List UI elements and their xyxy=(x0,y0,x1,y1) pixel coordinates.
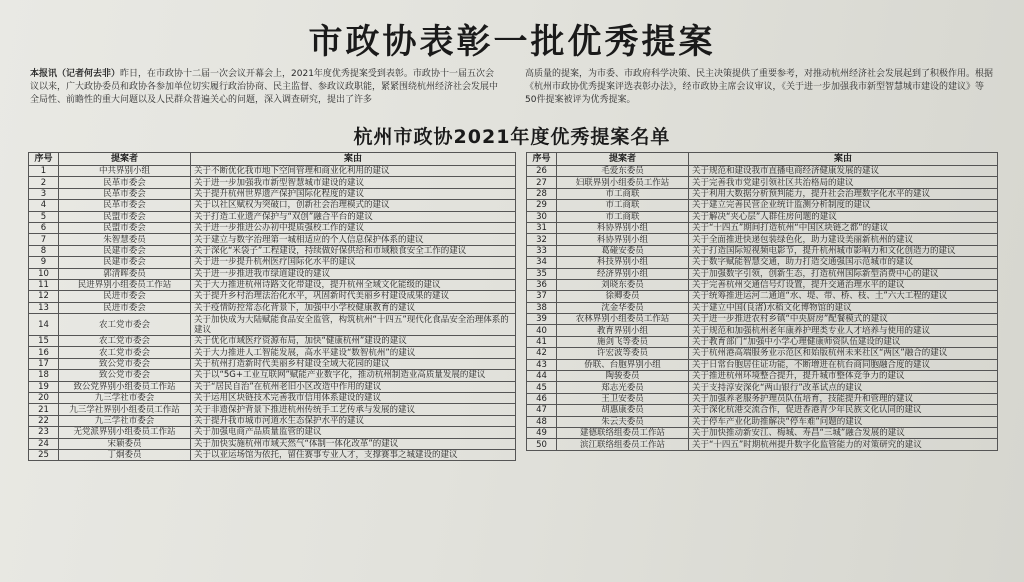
row-subject: 关于进一步推进农村乡镇“中央厨房”配餐模式的建议 xyxy=(689,314,998,325)
row-proposer: 民建市委会 xyxy=(59,245,191,256)
row-subject: 关于加快成为大陆赋能食品安全监管，构筑杭州“十四五”现代化食品安全治理体系的建议 xyxy=(191,314,516,336)
table-row xyxy=(527,279,998,290)
row-subject: 关于建立完善民营企业统计监测分析制度的建议 xyxy=(689,200,998,211)
table-row xyxy=(29,211,516,222)
table-row xyxy=(527,371,998,382)
row-subject: 关于进一步提升杭州医疗国际化水平的建议 xyxy=(191,257,516,268)
row-subject: 关于规范和建设我市直播电商经济健康发展的建议 xyxy=(689,166,998,177)
row-number: 21 xyxy=(29,404,59,415)
row-subject: 关于杭州港高端服务业示范区和始版杭州未来社区“两区”融合的建议 xyxy=(689,348,998,359)
row-number: 25 xyxy=(29,449,59,460)
row-proposer: 施剑飞等委员 xyxy=(557,336,689,347)
table-row xyxy=(29,358,516,369)
row-subject: 关于不断优化我市地下空间管理和商业化利用的建议 xyxy=(191,166,516,177)
row-subject: 关于数字赋能智慧交通，助力打造交通强国示范城市的建议 xyxy=(689,257,998,268)
row-subject: 关于加强养老服务护理员队伍培育，技能提升和管理的建议 xyxy=(689,393,998,404)
row-proposer: 朱云夫委员 xyxy=(557,416,689,427)
row-proposer: 教育界别小组 xyxy=(557,325,689,336)
row-number: 35 xyxy=(527,268,557,279)
row-proposer: 民进市委会 xyxy=(59,291,191,302)
row-number: 28 xyxy=(527,188,557,199)
row-subject: 关于教育部门“加强中小学心理健康师资队伍建设的建议 xyxy=(689,336,998,347)
row-subject: 关于停车产业化助推解决“停车难”问题的建议 xyxy=(689,416,998,427)
row-number: 46 xyxy=(527,393,557,404)
table-row xyxy=(29,347,516,358)
row-subject: 关于统筹推进运河二通道“水、堤、带、桥、枝、土”六大工程的建议 xyxy=(689,291,998,302)
row-subject: 关于优化市域医疗资源布局，加快“健康杭州”建设的建议 xyxy=(191,336,516,347)
row-subject: 关于打造工业遗产保护与“双创”融合平台的建议 xyxy=(191,211,516,222)
row-subject: 关于加快推动新安江、梅城、寿昌“三城”融合发展的建议 xyxy=(689,427,998,438)
header-subject: 案由 xyxy=(689,153,998,166)
row-number: 18 xyxy=(29,370,59,381)
table-header-row xyxy=(29,153,516,166)
row-number: 34 xyxy=(527,257,557,268)
row-number: 32 xyxy=(527,234,557,245)
row-number: 2 xyxy=(29,177,59,188)
lead-text-left: 昨日，在市政协十二届一次会议开幕会上，2021年度优秀提案受到表彰。市政协十一届五次会议以来，广大政协委员和政协各参加单位切实履行政治协商、民主监督、参政议政职能，紧紧围绕杭州经济社会发展中全局性、前瞻性的重大问题以及人民群众普遍关心的问题，深入调查研究，提出了许多 xyxy=(30,69,499,105)
row-number: 41 xyxy=(527,336,557,347)
row-proposer: 民革市委会 xyxy=(59,177,191,188)
row-number: 39 xyxy=(527,314,557,325)
row-proposer: 科协界别小组 xyxy=(557,234,689,245)
row-number: 8 xyxy=(29,245,59,256)
table-row xyxy=(527,257,998,268)
table-row xyxy=(29,268,516,279)
table-row xyxy=(527,188,998,199)
row-proposer: 市工商联 xyxy=(557,200,689,211)
row-subject: 关于“居民自治”在杭州老旧小区改造中作用的建议 xyxy=(191,381,516,392)
lead-paragraph-left xyxy=(30,68,500,107)
row-proposer: 市工商联 xyxy=(557,211,689,222)
table-row xyxy=(29,449,516,460)
table-row xyxy=(527,382,998,393)
row-subject: 关于解决“夹心层”人群住房问题的建议 xyxy=(689,211,998,222)
table-row xyxy=(527,336,998,347)
row-number: 16 xyxy=(29,347,59,358)
table-row xyxy=(527,348,998,359)
row-proposer: 陶骏委员 xyxy=(557,371,689,382)
table-row xyxy=(29,438,516,449)
header-subject: 案由 xyxy=(191,153,516,166)
row-proposer: 民革市委会 xyxy=(59,188,191,199)
row-proposer: 致公党界别小组委员工作站 xyxy=(59,381,191,392)
row-subject: 关于进一步推进我市绿道建设的建议 xyxy=(191,268,516,279)
row-number: 27 xyxy=(527,177,557,188)
row-subject: 关于加强电商产品质量监管的建议 xyxy=(191,427,516,438)
row-proposer: 市工商联 xyxy=(557,188,689,199)
row-subject: 关于提升我市城市河道水生态保护水平的建议 xyxy=(191,415,516,426)
proposal-table-left xyxy=(28,152,516,461)
row-proposer: 胡惠康委员 xyxy=(557,405,689,416)
row-number: 48 xyxy=(527,416,557,427)
table-row xyxy=(527,234,998,245)
table-row xyxy=(29,234,516,245)
row-proposer: 民进界别小组委员工作站 xyxy=(59,279,191,290)
table-row xyxy=(29,314,516,336)
row-proposer: 妇联界别小组委员工作站 xyxy=(557,177,689,188)
row-subject: 关于加强数字引领，创新生态，打造杭州国际新型消费中心的建议 xyxy=(689,268,998,279)
row-proposer: 滨江联络组委员工作站 xyxy=(557,439,689,450)
row-proposer: 民革市委会 xyxy=(59,200,191,211)
table-row xyxy=(29,370,516,381)
row-proposer: 丁炯委员 xyxy=(59,449,191,460)
row-number: 47 xyxy=(527,405,557,416)
row-subject: 关于建立与数字治理第一城相适应的个人信息保护体系的建议 xyxy=(191,234,516,245)
row-proposer: 葛碰安委员 xyxy=(557,245,689,256)
table-row xyxy=(527,200,998,211)
table-row xyxy=(527,211,998,222)
table-row xyxy=(527,222,998,233)
row-subject: 关于日常台胞居住证功能，不断增进在杭台商同胞融合度的建议 xyxy=(689,359,998,370)
row-proposer: 民盟市委会 xyxy=(59,222,191,233)
row-number: 5 xyxy=(29,211,59,222)
table-row xyxy=(29,415,516,426)
row-number: 3 xyxy=(29,188,59,199)
table-row xyxy=(527,166,998,177)
row-subject: 关于运用区块链技术完善我市信用体系建设的建议 xyxy=(191,393,516,404)
table-row xyxy=(29,427,516,438)
row-number: 23 xyxy=(29,427,59,438)
table-row xyxy=(29,279,516,290)
row-proposer: 农工党市委会 xyxy=(59,347,191,358)
proposal-table-right xyxy=(526,152,998,451)
row-subject: 关于大力推进人工智能发展，高水平建设“数智杭州”的建议 xyxy=(191,347,516,358)
row-subject: 关于打造国际短视频电影节，提升杭州城市影响力和文化创造力的建议 xyxy=(689,245,998,256)
table-row xyxy=(29,404,516,415)
row-subject: 关于以“5G+工业互联网”赋能产业数字化，推动杭州制造业高质量发展的建议 xyxy=(191,370,516,381)
row-number: 12 xyxy=(29,291,59,302)
row-number: 29 xyxy=(527,200,557,211)
table-row xyxy=(29,200,516,211)
table-row xyxy=(29,291,516,302)
row-proposer: 民进市委会 xyxy=(59,302,191,313)
row-subject: 关于完善杭州交通信号灯设置，提升交通治理水平的建议 xyxy=(689,279,998,290)
lead-text-right: 高质量的提案，为市委、市政府科学决策、民主决策提供了重要参考，对推动杭州经济社会发展起到了积极作用。根据《杭州市政协优秀提案评选表彰办法》，经市政协主席会议审议，《关于进一步加强我市新型智慧城市建设的建议》等50件提案被评为优秀提案。 xyxy=(525,69,994,105)
row-proposer: 刘晓东委员 xyxy=(557,279,689,290)
row-proposer: 沈金华委员 xyxy=(557,302,689,313)
row-number: 14 xyxy=(29,314,59,336)
headline: 市政协表彰一批优秀提案 xyxy=(308,22,716,62)
row-proposer: 科协界别小组 xyxy=(557,222,689,233)
row-proposer: 郭清晖委员 xyxy=(59,268,191,279)
row-proposer: 致公党市委会 xyxy=(59,370,191,381)
row-number: 33 xyxy=(527,245,557,256)
row-subject: 关于加快实施杭州市域天然气“体制一体化改革”的建议 xyxy=(191,438,516,449)
lead-paragraph-right xyxy=(525,68,995,107)
row-subject: 关于规范和加强杭州老年康养护理类专业人才培养与使用的建议 xyxy=(689,325,998,336)
row-number: 22 xyxy=(29,415,59,426)
row-number: 17 xyxy=(29,358,59,369)
row-number: 42 xyxy=(527,348,557,359)
row-proposer: 无党派界别小组委员工作站 xyxy=(59,427,191,438)
row-number: 1 xyxy=(29,166,59,177)
row-proposer: 致公党市委会 xyxy=(59,358,191,369)
row-number: 38 xyxy=(527,302,557,313)
row-proposer: 王卫安委员 xyxy=(557,393,689,404)
byline: 本报讯（记者 xyxy=(30,69,85,79)
row-number: 10 xyxy=(29,268,59,279)
row-subject: 关于完善我市党建引领社区共治格局的建议 xyxy=(689,177,998,188)
row-number: 6 xyxy=(29,222,59,233)
table-row xyxy=(29,188,516,199)
row-number: 40 xyxy=(527,325,557,336)
row-number: 36 xyxy=(527,279,557,290)
header-proposer: 提案者 xyxy=(557,153,689,166)
table-row xyxy=(527,268,998,279)
row-subject: 关于以亚运场馆为依托，留住赛事专业人才，支撑赛事之城建设的建议 xyxy=(191,449,516,460)
row-number: 9 xyxy=(29,257,59,268)
table-row xyxy=(29,257,516,268)
row-proposer: 经济界别小组 xyxy=(557,268,689,279)
row-subject: 关于全面推进快递包装绿色化，助力建设美丽新杭州的建议 xyxy=(689,234,998,245)
row-subject: 关于“十四五”期间打造杭州“中国区块链之都”的建议 xyxy=(689,222,998,233)
row-proposer: 九三学社市委会 xyxy=(59,415,191,426)
row-proposer: 农林界别小组委员工作站 xyxy=(557,314,689,325)
row-subject: 关于提升杭州世界遗产保护国际化程度的建议 xyxy=(191,188,516,199)
row-subject: 关于以社区赋权为突破口，创新社会治理模式的建议 xyxy=(191,200,516,211)
table-row xyxy=(527,359,998,370)
row-number: 19 xyxy=(29,381,59,392)
row-number: 24 xyxy=(29,438,59,449)
table-row xyxy=(527,427,998,438)
table-row xyxy=(527,416,998,427)
table-row xyxy=(29,381,516,392)
row-subject: 关于深化杭港交流合作，促进香港青少年民族文化认同的建议 xyxy=(689,405,998,416)
row-subject: 关于推进杭州环境整合提升，提升城市整体竞争力的建议 xyxy=(689,371,998,382)
row-proposer: 郑志光委员 xyxy=(557,382,689,393)
row-number: 31 xyxy=(527,222,557,233)
row-number: 11 xyxy=(29,279,59,290)
table-row xyxy=(527,291,998,302)
table-row xyxy=(29,245,516,256)
table-row xyxy=(29,166,516,177)
row-subject: 关于大力推进杭州诗路文化带建设，提升杭州全域文化能级的建议 xyxy=(191,279,516,290)
table-row xyxy=(527,325,998,336)
row-subject: 关于支持淳安深化“两山银行”改革试点的建议 xyxy=(689,382,998,393)
table-row xyxy=(29,177,516,188)
row-subject: 关于非遗保护背景下推进杭州传统手工艺传承与发展的建议 xyxy=(191,404,516,415)
row-subject: 关于利用大数据分析预判能力，提升社会治理数字化水平的建议 xyxy=(689,188,998,199)
row-proposer: 侨联、台胞界别小组 xyxy=(557,359,689,370)
reporter: 何去非） xyxy=(84,69,121,79)
row-subject: 关于“十四五”时期杭州提升数字化监管能力的对策研究的建议 xyxy=(689,439,998,450)
row-number: 45 xyxy=(527,382,557,393)
row-number: 4 xyxy=(29,200,59,211)
row-subject: 关于建立中国(良渚)水稻文化博物馆的建议 xyxy=(689,302,998,313)
row-proposer: 九三学社市委会 xyxy=(59,393,191,404)
table-row xyxy=(527,302,998,313)
header-number: 序号 xyxy=(527,153,557,166)
row-number: 37 xyxy=(527,291,557,302)
row-proposer: 建德联络组委员工作站 xyxy=(557,427,689,438)
row-subject: 关于提升乡村治理法治化水平，巩固新时代美丽乡村建设成果的建议 xyxy=(191,291,516,302)
row-number: 13 xyxy=(29,302,59,313)
row-proposer: 九三学社界别小组委员工作站 xyxy=(59,404,191,415)
table-row xyxy=(29,393,516,404)
row-number: 15 xyxy=(29,336,59,347)
table-row xyxy=(527,245,998,256)
row-subject: 关于疫情防控常态化背景下，加强中小学校健康教育的建议 xyxy=(191,302,516,313)
table-row xyxy=(29,336,516,347)
row-proposer: 民盟市委会 xyxy=(59,211,191,222)
header-number: 序号 xyxy=(29,153,59,166)
table-row xyxy=(527,393,998,404)
header-proposer: 提案者 xyxy=(59,153,191,166)
row-number: 7 xyxy=(29,234,59,245)
table-row xyxy=(527,405,998,416)
row-number: 30 xyxy=(527,211,557,222)
row-subject: 关于进一步推进公办初中提质强校工作的建议 xyxy=(191,222,516,233)
row-number: 20 xyxy=(29,393,59,404)
table-row xyxy=(29,222,516,233)
row-subject: 关于进一步加强我市新型智慧城市建设的建议 xyxy=(191,177,516,188)
row-proposer: 毛爱东委员 xyxy=(557,166,689,177)
table-row xyxy=(527,314,998,325)
list-title: 杭州市政协2021年度优秀提案名单 xyxy=(353,126,671,148)
row-proposer: 农工党市委会 xyxy=(59,336,191,347)
row-proposer: 民建市委会 xyxy=(59,257,191,268)
row-proposer: 科技界别小组 xyxy=(557,257,689,268)
row-proposer: 中共界别小组 xyxy=(59,166,191,177)
row-subject: 关于深化“米袋子”工程建设，持续做好保供给和市域粮食安全工作的建议 xyxy=(191,245,516,256)
row-proposer: 徐卿委员 xyxy=(557,291,689,302)
table-row xyxy=(527,177,998,188)
row-number: 43 xyxy=(527,359,557,370)
row-number: 26 xyxy=(527,166,557,177)
row-proposer: 宋颖委员 xyxy=(59,438,191,449)
row-proposer: 农工党市委会 xyxy=(59,314,191,336)
row-proposer: 朱智慧委员 xyxy=(59,234,191,245)
row-number: 50 xyxy=(527,439,557,450)
table-row xyxy=(29,302,516,313)
table-header-row xyxy=(527,153,998,166)
row-subject: 关于杭州打造新时代美丽乡村建设全域大花园的建议 xyxy=(191,358,516,369)
row-number: 44 xyxy=(527,371,557,382)
table-row xyxy=(527,439,998,450)
row-number: 49 xyxy=(527,427,557,438)
row-proposer: 许宏波等委员 xyxy=(557,348,689,359)
